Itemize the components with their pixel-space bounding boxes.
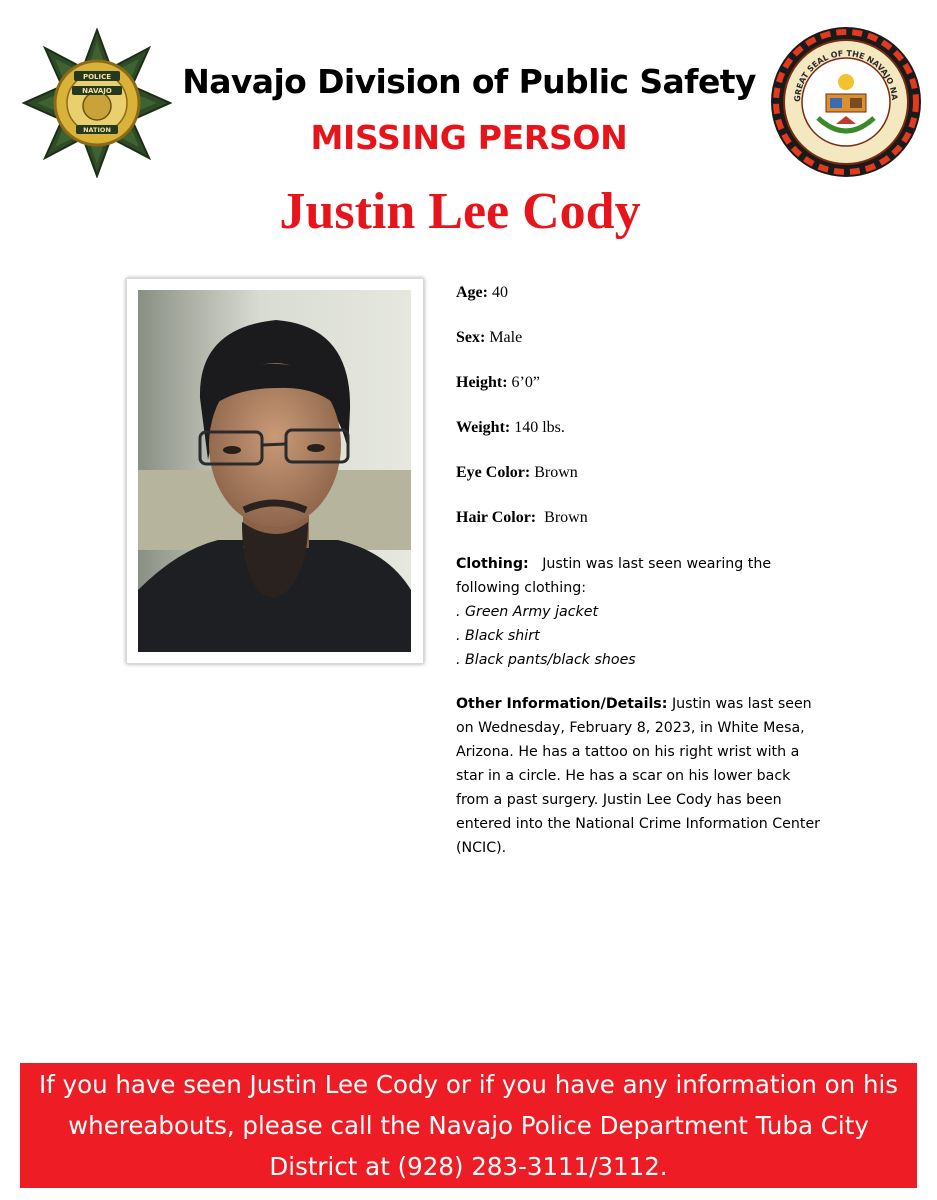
police-badge-icon (22, 28, 172, 178)
person-name: Justin Lee Cody (279, 183, 641, 240)
portrait-photo (126, 278, 424, 664)
clothing-item: . Green Army jacket (456, 604, 599, 620)
clothing-item: . Black pants/black shoes (456, 652, 636, 668)
seal-lettering: GREAT SEAL OF THE NAVAJO NA (792, 48, 899, 103)
agency-title: Navajo Division of Public Safety (182, 62, 756, 101)
clothing-item: . Black shirt (456, 628, 540, 644)
sex-field: Sex: Male (456, 329, 523, 346)
missing-person-heading: MISSING PERSON (310, 118, 628, 157)
badge-text-nation: NATION (83, 126, 111, 134)
navajo-nation-seal-icon (770, 26, 922, 178)
other-information: Other Information/Details: Justin was last seen on Wednesday, February 8, 2023, in White Mesa, Arizona. He has a tattoo on his right wrist with a star in a circle. He has a scar on his lower back from a past surgery. Justin Lee Cody has been entered into the National Crime Information Center (NCIC). (456, 696, 821, 856)
badge-text-navajo: NAVAJO (82, 87, 112, 95)
height-field: Height: 6’0” (456, 374, 540, 391)
age-field: Age: 40 (456, 284, 508, 301)
clothing-section: Clothing: Justin was last seen wearing the following clothing: . Green Army jacket . Black shirt . Black pants/black shoes (456, 556, 772, 668)
eye-color-field: Eye Color: Brown (456, 464, 578, 481)
contact-banner: If you have seen Justin Lee Cody or if you have any information on his whereabouts, please call the Navajo Police Department Tuba City District at (928) 283-3111/3112. (20, 1063, 917, 1188)
badge-text-police: POLICE (82, 73, 112, 81)
weight-field: Weight: 140 lbs. (456, 419, 565, 436)
hair-color-field: Hair Color: Brown (456, 509, 588, 526)
